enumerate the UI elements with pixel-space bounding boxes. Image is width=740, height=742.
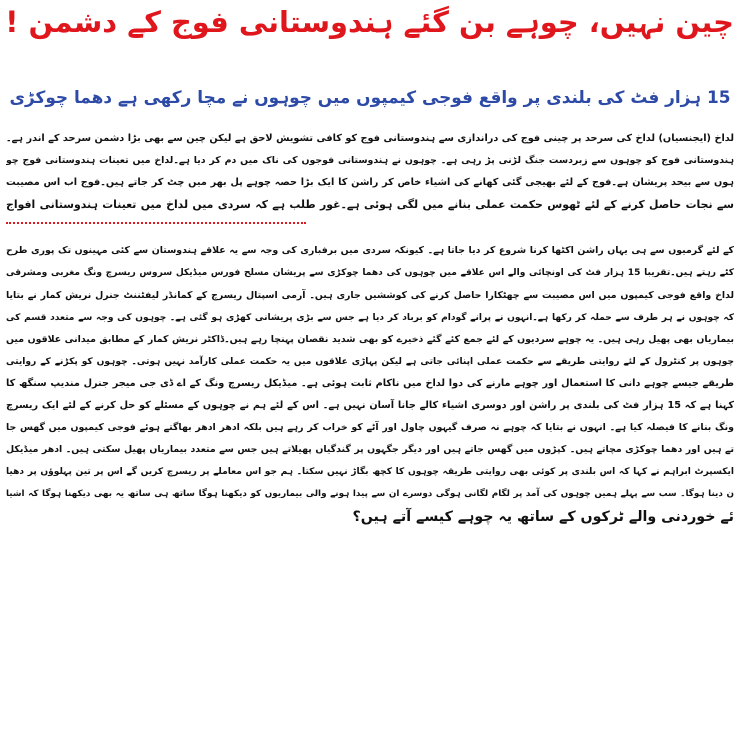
body-line: کٹے رہتے ہیں۔تقریبا 15 ہزار فٹ کی اونچائی والے اس علاقے میں چوہوں کی دھما چوکڑی سے پریشان مسلح فورس میڈیکل سروس ریسرچ ونگ مغربی ومشرقی [6,268,734,279]
body-line-last: ئے خوردنی والے ٹرکوں کے ساتھ یہ چوہے کیسے آتے ہیں؟ [352,508,734,525]
subheadline: 15 ہزار فٹ کی بلندی پر واقع فوجی کیمپوں میں چوہوں نے مچا رکھی ہے دھما چوکڑی [9,87,731,107]
body-line: لداخ واقع فوجی کیمپوں میں اس مصیبت سے چھٹکارا حاصل کرنے کی کوششیں جاری ہیں۔ آرمی اسپتال ریسرچ کے کمانڈر لیفٹننٹ جنرل نریش کمار نے بتایا [6,289,734,301]
headline: چین نہیں، چوہے بن گئے ہندوستانی فوج کے دشمن ! [5,5,734,39]
body-line: چوہوں پر کنٹرول کے لئے روایتی طریقے سے حکمت عملی اپنائی جاتی ہے لیکن پہاڑی علاقوں میں یہ حکمت عملی کارآمد نہیں ہوتی۔ چوہوں کو پکڑنے کے روایتی [6,356,734,367]
body-line: لداخ (ایجنسیاں) لداخ کی سرحد پر چینی فوج کی دراندازی سے ہندوستانی فوج کو کافی تشویش لاحق ہے لیکن چین سے بھی بڑا دشمن سرحد کے اندر ہے۔ [6,133,734,144]
body-line: ونگ بنانے کا فیصلہ کیا ہے۔ انہوں نے بتایا کہ چوہے نہ صرف گیہوں چاول اور آٹے کو خراب کر رہے ہیں بلکہ ادھر ادھر بھاگتے ہوئے فوجی کیمپوں میں گھس جا [6,422,734,434]
body-line: طریقے جیسے چوہے دانی کا استعمال اور چوہے مارنے کی دوا لداخ میں ناکام ثابت ہوئی ہے۔ میڈیکل ریسرچ ونگ کے اے ڈی جی میجر جنرل مندیپ سنگھ کا [6,377,734,389]
article-page [0,2,740,742]
body-line: تے ہیں اور دھما چوکڑی مچاتے ہیں۔ کپڑوں میں گھس جاتے ہیں اور دیگر جگہوں پر گندگیاں پھیلاتے ہیں جس سے متعدد بیماریاں پھیل سکتی ہیں۔ ادھر میڈیکل [6,444,734,456]
dotted-divider [6,216,306,224]
body-line: ن دینا ہوگا۔ سب سے پہلے ہمیں چوہوں کی آمد پر لگام لگانی ہوگی دوسرے ان سے پیدا ہونے والی بیماریوں کو دیکھنا ہوگا ساتھ ہی ساتھ یہ بھی دیکھنا ہوگا کہ اشیا [6,489,734,500]
body-line: کہ چوہوں نے ہر طرف سے حملہ کر رکھا ہے۔انہوں نے پرانے گودام کو برباد کر دیا ہے جس سے بڑی پریشانی کھڑی ہو گئی ہے۔ چوہوں کی وجہ سے متعدد قسم کی [6,312,734,323]
body-line: کہنا ہے کہ 15 ہزار فٹ کی بلندی پر راشن اور دوسری اشیاء کالے جانا آسان نہیں ہے۔ اس کے لئے ہم نے چوہوں کے مسئلے کو حل کرنے کے لئے ایک ریسرچ [6,400,734,412]
body-line: ہوں سے بیحد پریشان ہے۔فوج کے لئے بھیجی گئی کھانے کی اشیاء خاص کر راشن کا ایک بڑا حصہ چوہے پل بھر میں چٹ کر جاتے ہیں۔فوج اب اس مصیبت [6,177,734,189]
body-line: ایکسپرٹ ابراہم نے کہا کہ اس بلندی پر کوئی بھی روایتی طریقہ چوہوں کا کچھ بگاڑ نہیں سکتا۔ ہم جو اس معاملے پر ریسرچ کریں گے اس پر تین پہلوؤں پر دھیا [6,467,734,478]
body-line: کے لئے گرمیوں سے ہی یہاں راشن اکٹھا کرنا شروع کر دیا جاتا ہے۔ کیونکہ سردی میں برفباری کی وجہ سے یہ علاقے ہندوستان سے کئی مہینوں تک پوری طرح [6,245,734,257]
body-line: سے نجات حاصل کرنے کے لئے ٹھوس حکمت عملی بنانے میں لگی ہوئی ہے۔غور طلب ہے کہ سردی میں لداخ میں تعینات ہندوستانی افواج [6,198,734,212]
body-line: بیماریاں بھی پھیل رہی ہیں۔ یہ چوہے سردیوں کے لئے جمع کئے گئے ذخیرے کو بھی شدید نقصان پہنچا رہے ہیں۔ڈاکٹر نریش کمار کے مطابق میدانی علاقوں میں [6,333,734,345]
body-line: ہندوستانی فوج کو چوہوں سے زبردست جنگ لڑنی پڑ رہی ہے۔ چوہوں نے ہندوستانی فوجوں کی ناک میں دم کر دیا ہے۔لداخ میں تعینات ہندوستانی فوج چو [6,155,734,167]
article-body [6,128,734,528]
